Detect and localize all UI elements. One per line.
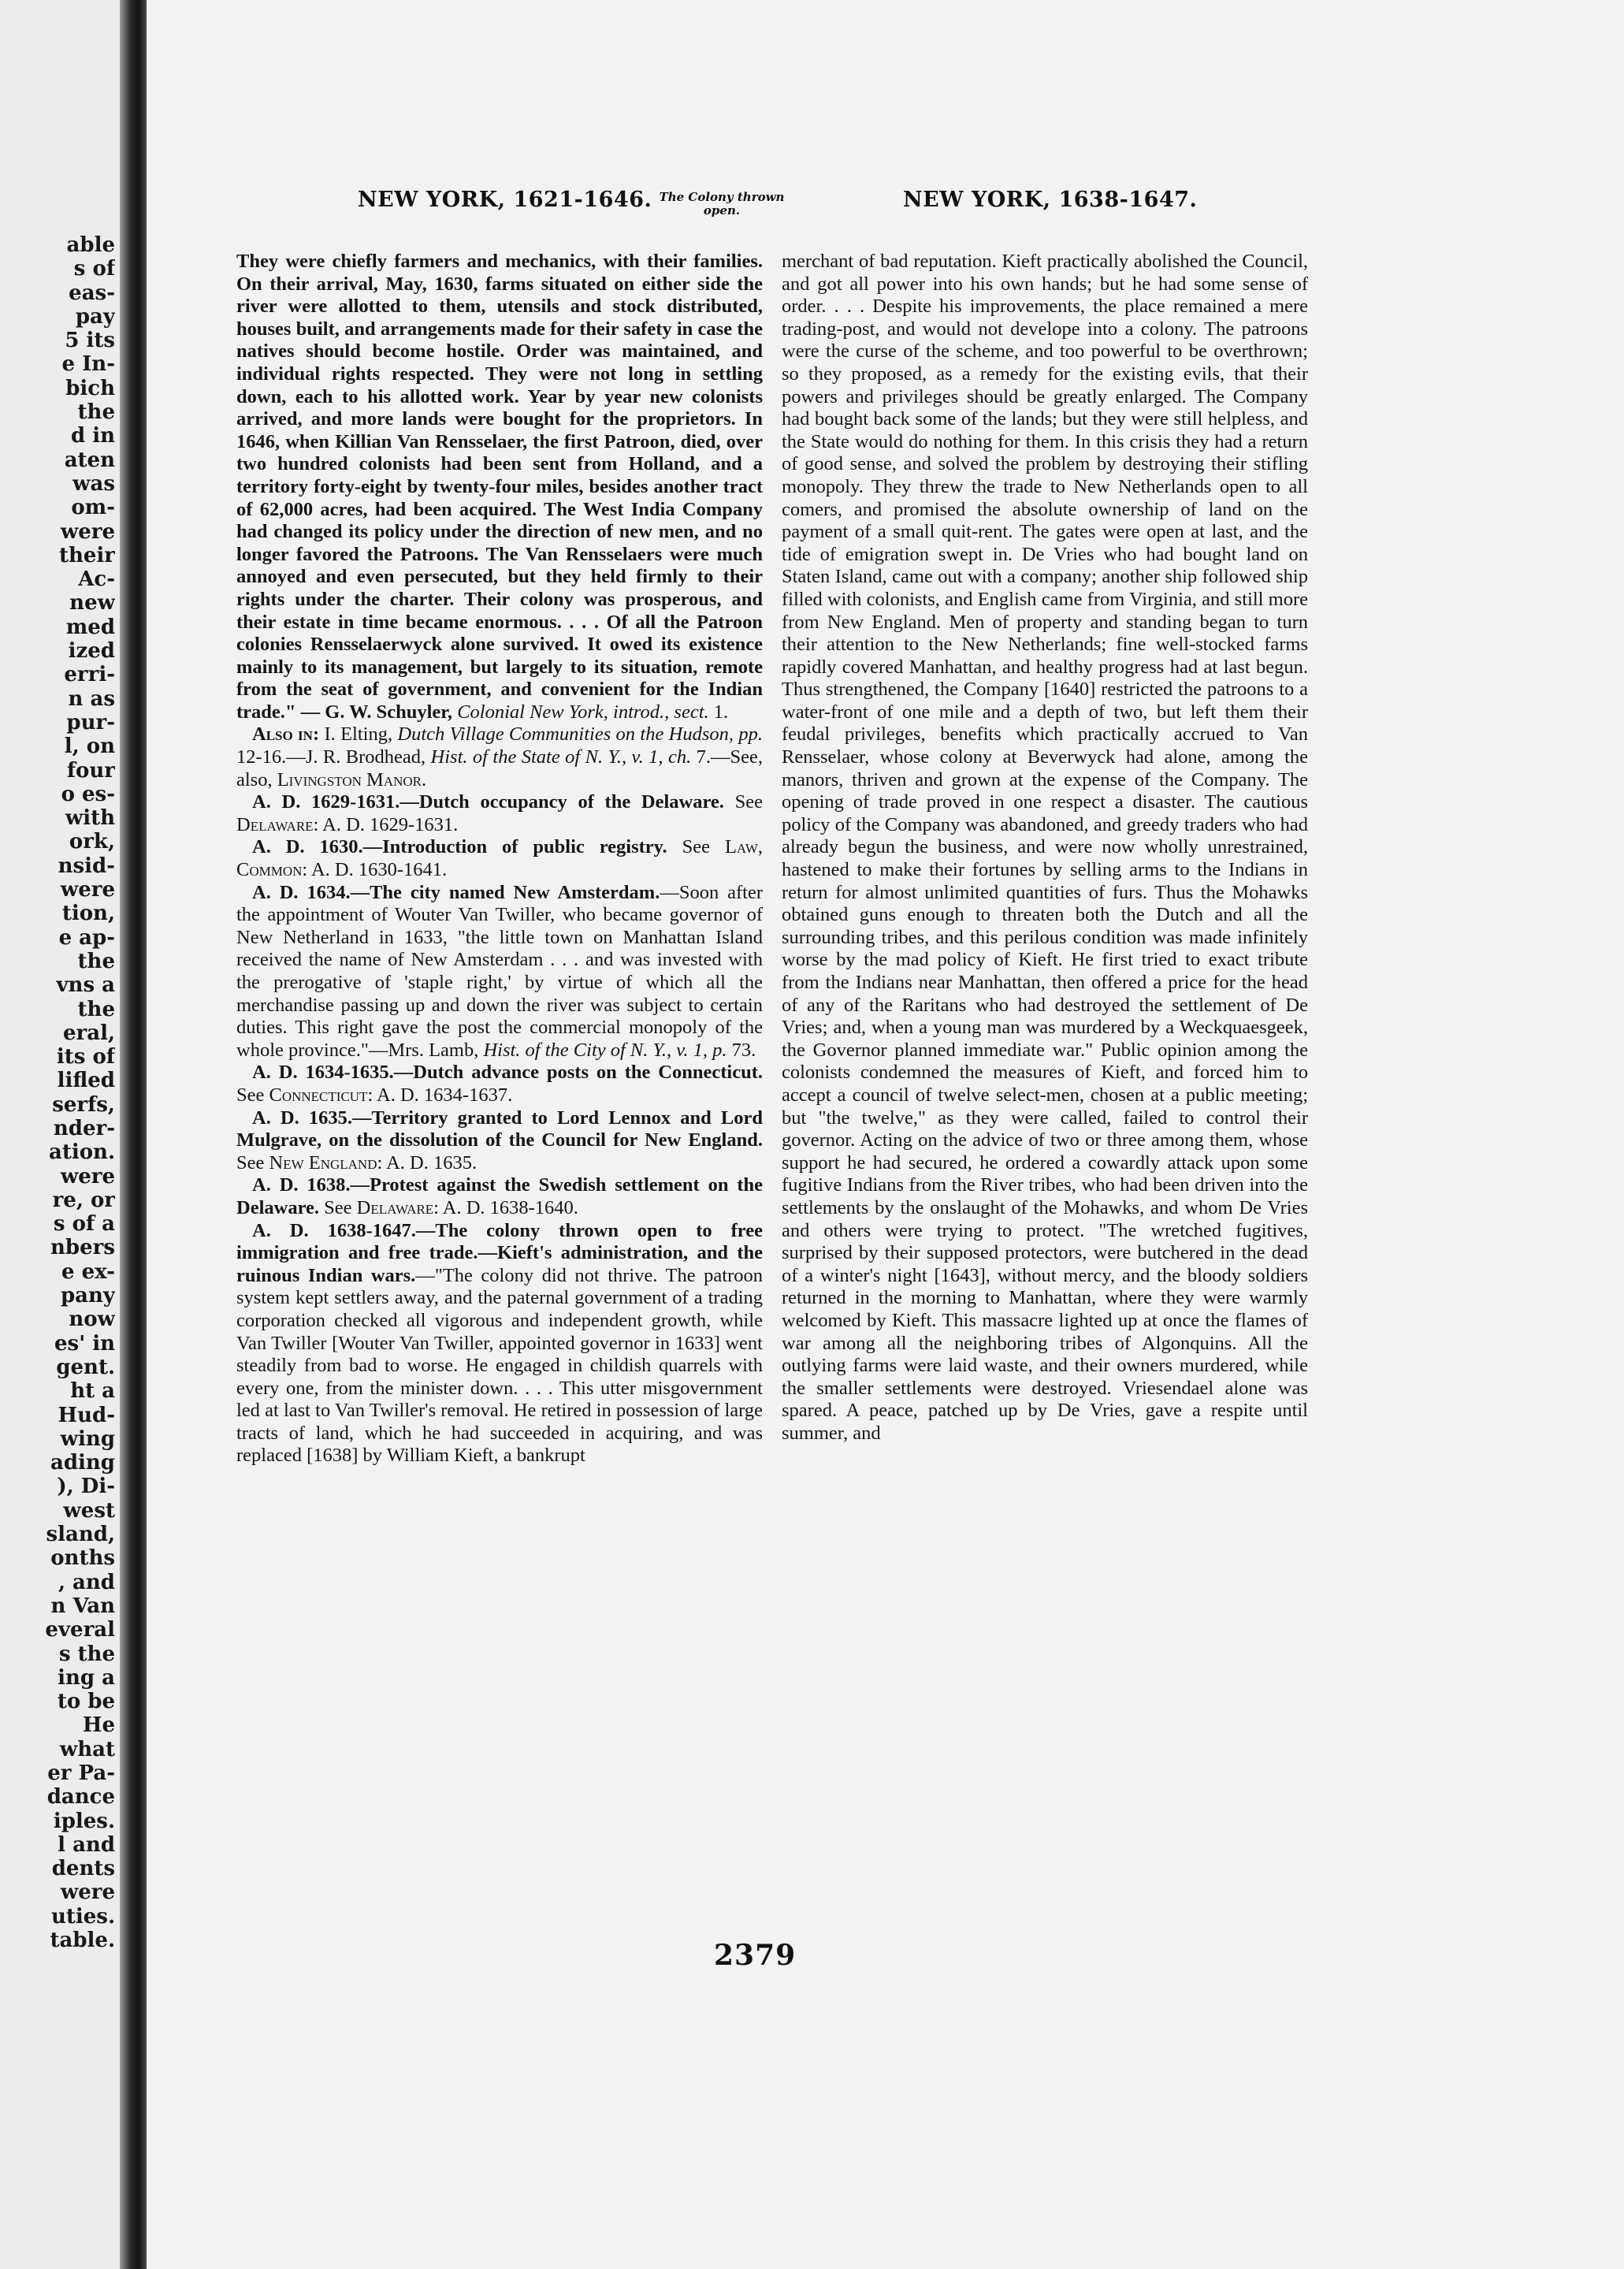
facing-page-line: med: [65, 615, 115, 639]
facing-page-line: om-: [71, 496, 115, 520]
facing-page-line: He: [82, 1713, 115, 1738]
also-in-paragraph: [236, 723, 763, 791]
text: : A. D. 1635.: [377, 1151, 478, 1174]
entry-1634: [236, 882, 763, 1062]
facing-page-line: e ap-: [58, 925, 115, 950]
facing-page-line: d in: [70, 424, 115, 448]
citation-page: 1.: [708, 701, 729, 723]
facing-page-line: aten: [64, 448, 115, 472]
text: 12-16.—J. R. Brodhead,: [236, 746, 431, 768]
facing-page-line: were: [60, 1164, 115, 1188]
facing-page-line: ing a: [58, 1665, 115, 1690]
facing-page-line: n as: [68, 686, 115, 711]
citation: Colonial New York, introd., sect.: [457, 701, 709, 723]
facing-page-line: 5 its: [65, 329, 115, 353]
text: See: [667, 836, 725, 858]
facing-page-line: uties.: [50, 1904, 115, 1929]
cross-reference: Connecticut: [269, 1084, 368, 1106]
running-head: [147, 188, 1624, 235]
facing-page-line: the: [77, 400, 115, 425]
facing-page-line: gent.: [56, 1355, 115, 1379]
facing-page-line: everal: [45, 1618, 115, 1642]
facing-page-line: e ex-: [61, 1259, 115, 1284]
facing-page-line: nbers: [50, 1236, 115, 1260]
text: I. Elting,: [319, 723, 398, 746]
facing-page-text: [0, 233, 115, 1952]
text: 73.: [727, 1039, 756, 1061]
text: : A. D. 1634-1637.: [367, 1084, 513, 1106]
facing-page-line: s of a: [53, 1212, 115, 1237]
entry-heading: A. D. 1634-1635.—Dutch advance posts on the Connecticut.: [252, 1062, 763, 1084]
facing-page-line: e In-: [61, 352, 115, 377]
facing-page-line: bich: [65, 376, 115, 400]
cross-reference: Delaware: [236, 813, 314, 835]
facing-page-line: o es-: [61, 782, 115, 806]
cross-reference: Delaware: [356, 1196, 434, 1218]
entry-heading: A. D. 1635.—Territory granted to Lord Lennox and Lord Mulgrave, on the dissolution of the Council for New England.: [236, 1107, 763, 1151]
citation: Hist. of the City of N. Y., v. 1, p.: [483, 1039, 727, 1061]
facing-page-line: dance: [46, 1785, 115, 1810]
cross-reference: Law, Common: [236, 836, 763, 881]
facing-page-line: ork,: [69, 830, 115, 854]
cross-reference: Livingston Manor.: [277, 768, 427, 790]
facing-page-line: Hud-: [58, 1403, 115, 1427]
facing-page-line: erri-: [64, 663, 115, 687]
facing-page-line: to be: [57, 1690, 115, 1714]
facing-page-line: ation.: [48, 1140, 115, 1165]
facing-page-edge: [0, 0, 120, 2269]
text: : A. D. 1638-1640.: [433, 1196, 578, 1218]
running-head-center: The Colony thrown open.: [659, 190, 785, 218]
facing-page-line: es' in: [54, 1331, 115, 1356]
facing-page-line: ized: [68, 639, 115, 664]
facing-page-line: serfs,: [52, 1092, 115, 1117]
facing-page-line: table.: [50, 1929, 115, 1953]
facing-page-line: ht a: [70, 1379, 115, 1404]
facing-page-line: sland,: [46, 1523, 115, 1547]
running-head-right: NEW YORK, 1638-1647.: [903, 188, 1198, 212]
left-column: [236, 251, 763, 1467]
facing-page-line: vns a: [56, 973, 115, 998]
entry-heading: A. D. 1629-1631.—Dutch occupancy of the Delaware.: [252, 791, 724, 813]
facing-page-line: lifled: [57, 1069, 115, 1093]
entry-heading: A. D. 1638-1647.—The colony thrown open to free immigration and free trade.—Kieft's administration, and the ruinous Indian wars.: [236, 1219, 763, 1286]
book-gutter: [120, 0, 147, 2269]
facing-page-line: ading: [50, 1451, 115, 1475]
facing-page-line: were: [60, 878, 115, 902]
entry-1638-1647: [236, 1220, 763, 1468]
entry-1638: [236, 1174, 763, 1219]
running-head-left: NEW YORK, 1621-1646.: [358, 188, 652, 212]
text: : A. D. 1630-1641.: [302, 859, 448, 881]
facing-page-line: pay: [75, 304, 115, 329]
text: 7.—See, also,: [236, 746, 763, 790]
facing-page-line: Ac-: [78, 567, 115, 592]
entry-1634-1635: [236, 1062, 763, 1107]
text: See: [236, 1084, 269, 1106]
book-page: [147, 0, 1624, 2269]
entry-heading: A. D. 1634.—The city named New Amsterdam.: [252, 881, 660, 903]
entry-1630: [236, 836, 763, 881]
facing-page-line: iples.: [53, 1809, 115, 1833]
facing-page-line: were: [60, 1880, 115, 1905]
facing-page-line: the: [77, 949, 115, 973]
facing-page-line: eas-: [69, 281, 115, 305]
facing-page-line: were: [60, 519, 115, 544]
facing-page-line: its of: [56, 1045, 115, 1069]
right-column: [782, 251, 1308, 1445]
facing-page-line: wing: [60, 1426, 115, 1451]
text: See: [236, 1151, 269, 1174]
facing-page-line: n Van: [50, 1594, 115, 1618]
facing-page-line: west: [63, 1498, 115, 1523]
text: See: [723, 791, 763, 813]
facing-page-line: nsid-: [58, 854, 115, 878]
entry-1635: [236, 1107, 763, 1175]
continued-paragraph: They were chiefly farmers and mechanics, with their families. On their arrival, May, 1630, farms situated on either side the river were allotted to them, utensils and stock distributed, houses built, and arrangements made for their safety in case the natives should become hostile. Order was maintained, and individual rights respected. They were not long in settling down, each to his allotted work. Year by year new colonists arrived, and more lands were bought for the proprietors. In 1646, when Killian Van Rensselaer, the first Patroon, died, over two hundred colonists had been sent from Holland, and a territory forty-eight by twenty-four miles, besides another tract of 62,000 acres, had been acquired. The West India Company had changed its policy under the direction of new men, and no longer favored the Patroons. The Van Rensselaers were much annoyed and even persecuted, but they held firmly to their rights under the charter. Their colony was prosperous, and their estate in time became enormous. . . . Of all the Patroon colonies Rensselaerwyck alone survived. It owed its existence mainly to its management, but largely to its situation, remote from the seat of government, and convenient for the Indian trade." — G. W. Schuyler,: [236, 251, 763, 723]
citation: Dutch Village Communities on the Hudson, pp.: [397, 723, 763, 746]
facing-page-line: their: [58, 543, 115, 567]
facing-page-line: the: [77, 997, 115, 1021]
facing-page-line: , and: [58, 1570, 115, 1594]
facing-page-line: ), Di-: [57, 1475, 115, 1499]
facing-page-line: dents: [51, 1857, 115, 1881]
facing-page-line: er Pa-: [47, 1761, 115, 1785]
facing-page-line: pur-: [66, 710, 115, 735]
entry-body: —Soon after the appointment of Wouter Van Twiller, who became governor of New Netherland in 1633, "the little town on Manhattan Island received the name of New Amsterdam . . . and was invested with the prerogative of 'staple right,' by virtue of which all the merchandise passing up and down the river was subject to certain duties. This right gave the post the commercial monopoly of the whole province."—Mrs. Lamb,: [236, 881, 764, 1061]
facing-page-line: what: [59, 1737, 115, 1761]
facing-page-line: eral,: [62, 1021, 115, 1045]
entry-heading: A. D. 1630.—Introduction of public registry.: [252, 836, 667, 858]
facing-page-line: re, or: [52, 1188, 115, 1212]
facing-page-line: tion,: [61, 902, 115, 926]
entry-body: —"The colony did not thrive. The patroon system kept settlers away, and the paternal government of a trading corporation checked all vigorous and independent growth, while Van Twiller [Wouter Van Twiller, appointed governor in 1633] went steadily from bad to worse. He engaged in childish quarrels with every one, from the minister down. . . . This utter misgovernment led at last to Van Twiller's removal. He retired in possession of large tracts of land, which he had succeeded in acquiring, and was replaced [1638] by William Kieft, a bankrupt: [236, 1264, 763, 1467]
entry-1629: [236, 791, 763, 836]
facing-page-line: four: [66, 758, 115, 783]
facing-page-line: new: [69, 591, 115, 616]
text: See: [319, 1196, 357, 1218]
also-in-label: Also in:: [252, 723, 320, 746]
entry-heading: A. D. 1638.—Protest against the Swedish settlement on the Delaware.: [236, 1174, 763, 1218]
facing-page-line: was: [72, 471, 115, 496]
facing-page-line: with: [65, 806, 115, 831]
facing-page-line: l and: [58, 1832, 115, 1857]
continued-entry-body: merchant of bad reputation. Kieft practically abolished the Council, and got all power into his own hands; but he had some sense of order. . . . Despite his improvements, the place remained a mere trading-post, and would not develope into a colony. The patroons were the curse of the scheme, and too powerful to be overthrown; so they proposed, as a remedy for the existing evils, that their powers and privileges should be greatly enlarged. The Company had bought back some of the lands; but they were still helpless, and the State would do nothing for them. In this crisis they had a return of good sense, and solved the problem by destroying their stifling monopoly. They threw the trade to New Netherlands open to all comers, and promised the absolute ownership of land on the payment of a small quit-rent. The gates were open at last, and the tide of emigration swept in. De Vries who had bought land on Staten Island, came out with a company; another ship followed ship filled with colonists, and English came from Virginia, and still more from New England. Men of property and standing began to turn their attention to the New Netherlands; fine well-stocked farms rapidly covered Manhattan, and healthy progress had at last begun. Thus strengthened, the Company [1640] restricted the patroons to a water-front of one mile and a depth of two, but left them their feudal privileges, benefits which practically accrued to Van Rensselaer, whose colony at Beverwyck had alone, among the manors, thriven and grown at the expense of the Company. The opening of trade proved in one respect a disaster. The cautious policy of the Company was abandoned, and greedy traders who had already begun the business, and were now wholly unrestrained, hastened to make their fortunes by selling arms to the Indians in return for almost unlimited quantities of furs. Thus the Mohawks obtained guns enough to threaten both the Dutch and all the surrounding tribes, and this perilous condition was made infinitely worse by the mad policy of Kieft. He first tried to exact tribute from the Indians near Manhattan, then offered a price for the head of any of the Raritans who had destroyed the settlement of De Vries; and, when a young man was murdered by a Weckquaesgeek, the Governor planned immediate war." Public opinion among the colonists condemned the measures of Kieft, and forced him to accept a council of twelve select-men, chosen at a public meeting; but "the twelve," as they were called, failed to control their governor. Acting on the advice of two or three among them, whose support he had secured, he ordered a cowardly attack upon some fugitive Indians from the River tribes, who had been driven into the settlements by the onslaught of the Mohawks, and whom De Vries and others were trying to protect. "The wretched fugitives, surprised by their supposed protectors, were butchered in the dead of a winter's night [1643], without mercy, and the bloody soldiers returned in the morning to Manhattan, where they were warmly welcomed by Kieft. This massacre lighted up at once the flames of war among all the neighboring tribes of Algonquins. All the outlying farms were laid waste, and their owners murdered, while the smaller settlements were destroyed. Vriesendael alone was spared. A peace, patched up by De Vries, gave a respite until summer, and: [782, 251, 1308, 1444]
text: : A. D. 1629-1631.: [313, 813, 459, 835]
paragraph: [236, 251, 763, 723]
facing-page-line: s the: [58, 1642, 115, 1666]
cross-reference: New England: [269, 1151, 377, 1174]
facing-page-line: s of: [73, 257, 115, 281]
citation: Hist. of the State of N. Y., v. 1, ch.: [430, 746, 692, 768]
facing-page-line: able: [66, 233, 115, 257]
facing-page-line: nder-: [53, 1116, 115, 1140]
page-number: 2379: [714, 1939, 797, 1972]
facing-page-line: onths: [50, 1546, 115, 1571]
facing-page-line: pany: [60, 1284, 115, 1308]
facing-page-line: now: [69, 1307, 115, 1332]
facing-page-line: l, on: [64, 735, 115, 759]
